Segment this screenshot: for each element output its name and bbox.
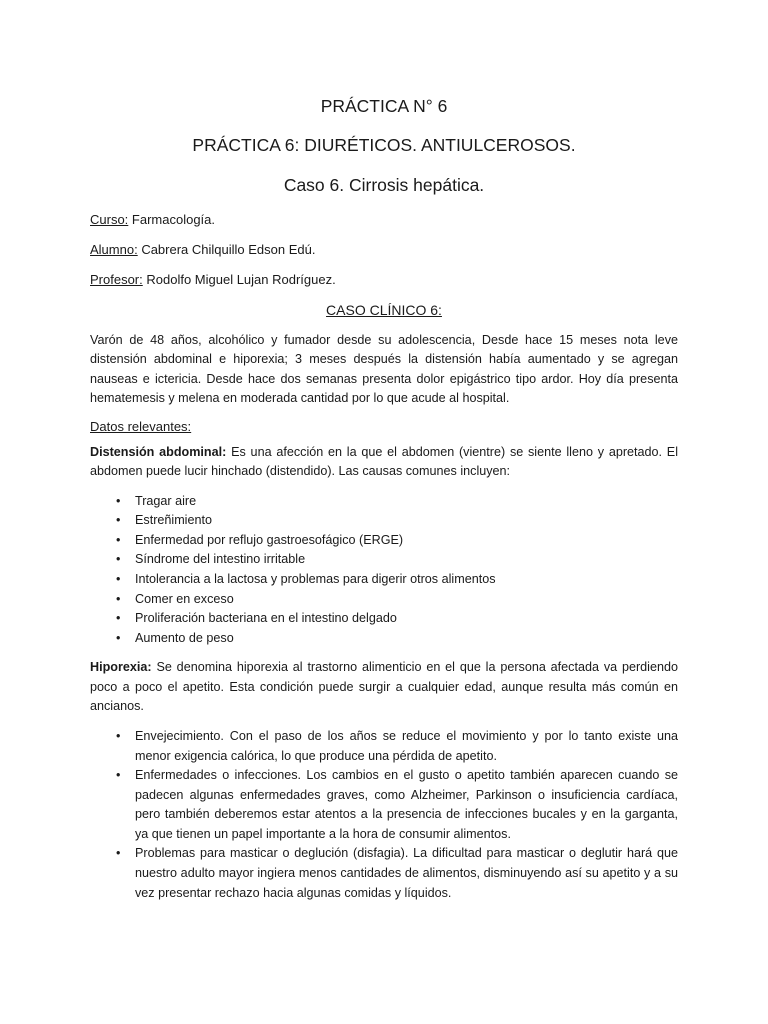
- list-item: [90, 609, 678, 629]
- alumno-value: Cabrera Chilquillo Edson Edú.: [137, 241, 316, 257]
- list-item-text: Aumento de peso: [135, 630, 234, 645]
- distension-paragraph: [90, 443, 678, 482]
- case-description: Varón de 48 años, alcohólico y fumador desde su adolescencia, Desde hace 15 meses nota leve distensión abdominal e hiporexia; 3 meses después la distensión había aumentado y se agregan nauseas e ictericia. Desde hace dos semanas presenta dolor epigástrico tipo ardor. Hoy día presenta hematemesis y melena en moderada cantidad por lo que acude al hospital.: [90, 332, 678, 406]
- list-item: [90, 727, 678, 766]
- list-item-text: Proliferación bacteriana en el intestino delgado: [135, 611, 397, 626]
- bullet-icon: •: [116, 493, 121, 508]
- distension-label: Distensión abdominal:: [90, 444, 227, 459]
- list-item: [90, 590, 678, 610]
- case-title: Caso 6. Cirrosis hepática.: [283, 175, 485, 195]
- list-item: [90, 550, 678, 570]
- list-item: [90, 766, 678, 844]
- list-item: [90, 531, 678, 551]
- profesor-label: Profesor:: [90, 271, 143, 287]
- hiporexia-text: Se denomina hiporexia al trastorno alimenticio en el que la persona afectada va perdiendo poco a poco el apetito. Esta condición puede surgir a cualquier edad, aunque resulta más común en ancianos.: [90, 660, 678, 714]
- list-item-text: Enfermedad por reflujo gastroesofágico (ERGE): [135, 532, 404, 547]
- list-item-text: Envejecimiento. Con el paso de los años se reduce el movimiento y por lo tanto existe una menor exigencia calórica, lo que produce una pérdida de apetito.: [135, 728, 678, 763]
- bullet-icon: •: [116, 572, 121, 587]
- list-item: [90, 492, 678, 512]
- bullet-icon: •: [116, 552, 121, 567]
- curso-value: Farmacología.: [128, 212, 215, 227]
- hiporexia-label: Hiporexia:: [90, 660, 152, 675]
- alumno-label: Alumno:: [90, 241, 138, 257]
- curso-line: [90, 212, 678, 229]
- list-item-text: Estreñimiento: [135, 513, 212, 528]
- profesor-value: Rodolfo Miguel Lujan Rodríguez.: [142, 271, 336, 287]
- hiporexia-causes-list: [90, 727, 678, 903]
- distension-causes-list: [90, 492, 678, 649]
- bullet-icon: •: [116, 591, 121, 606]
- list-item-text: Enfermedades o infecciones. Los cambios en el gusto o apetito también aparecen cuando se padecen algunas enfermedades graves, como Alzheimer, Parkinson o insuficiencia cardíaca, pero también deberemos estar atentos a la presencia de infecciones bucales y en la garganta, ya que tienen un papel importante a la hora de consumir alimentos.: [135, 768, 678, 841]
- practice-number-title: PRÁCTICA N° 6: [320, 96, 448, 116]
- alumno-line: [90, 242, 678, 259]
- bullet-icon: •: [116, 513, 121, 528]
- list-item: [90, 570, 678, 590]
- curso-label: Curso:: [90, 212, 129, 227]
- list-item-text: Tragar aire: [135, 493, 197, 508]
- list-item: [90, 844, 678, 903]
- list-item-text: Intolerancia a la lactosa y problemas para digerir otros alimentos: [135, 572, 496, 587]
- bullet-icon: •: [116, 768, 121, 783]
- bullet-icon: •: [116, 846, 121, 861]
- hiporexia-paragraph: [90, 658, 678, 717]
- clinical-case-heading: CASO CLÍNICO 6:: [326, 301, 442, 318]
- list-item: [90, 511, 678, 531]
- distension-text: Es una afección en la que el abdomen (vientre) se siente lleno y apretado. El abdomen puede lucir hinchado (distendido). Las causas comunes incluyen:: [90, 444, 679, 479]
- bullet-icon: •: [116, 611, 121, 626]
- relevant-data-heading: Datos relevantes:: [90, 418, 192, 434]
- bullet-icon: •: [116, 630, 121, 645]
- bullet-icon: •: [116, 532, 121, 547]
- list-item-text: Problemas para masticar o deglución (disfagia). La dificultad para masticar o deglutir hará que nuestro adulto mayor ingiera menos cantidades de alimentos, disminuyendo así su apetito y a su vez presentar rechazo hacia algunas comidas y líquidos.: [135, 846, 678, 900]
- bullet-icon: •: [116, 728, 121, 743]
- practice-topic-title: PRÁCTICA 6: DIURÉTICOS. ANTIULCEROSOS.: [192, 135, 576, 155]
- list-item: [90, 629, 678, 649]
- profesor-line: [90, 272, 678, 289]
- list-item-text: Comer en exceso: [135, 591, 234, 606]
- list-item-text: Síndrome del intestino irritable: [135, 552, 306, 567]
